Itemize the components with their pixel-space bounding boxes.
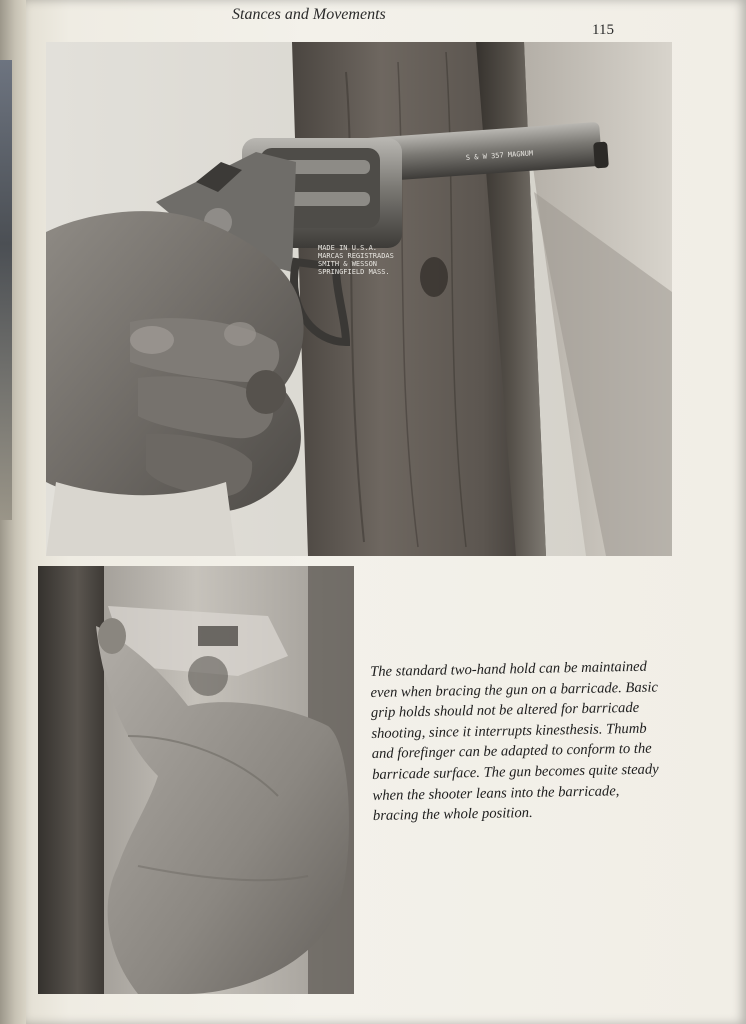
caption-line-3: grip holds should not be altered for barricade [370, 700, 640, 722]
photo-caption [370, 655, 725, 826]
caption-line-2: even when bracing the gun on a barricade. Basic [370, 679, 659, 701]
photo-revolver-on-barricade [46, 42, 672, 556]
frame-text-line-4: SPRINGFIELD MASS. [318, 268, 390, 276]
page-number: 115 [592, 22, 614, 38]
photo-grip-against-barricade [38, 566, 354, 994]
photo-bottom-illustration [38, 566, 354, 994]
caption-line-8: bracing the whole position. [372, 805, 533, 825]
barrel-engraving: S & W 357 MAGNUM [465, 149, 534, 162]
caption-line-1: The standard two-hand hold can be maintained [370, 658, 648, 680]
facing-page-photo-edge [0, 60, 12, 520]
caption-line-4: shooting, since it interrupts kinesthesis. Thumb [371, 720, 647, 742]
photo-top-illustration [46, 42, 672, 556]
running-head: Stances and Movements [232, 6, 386, 23]
frame-text-line-2: MARCAS REGISTRADAS [318, 252, 394, 260]
caption-line-5: and forefinger can be adapted to conform to the [371, 740, 652, 763]
frame-text-line-3: SMITH & WESSON [318, 260, 378, 268]
frame-text-line-1: MADE IN U.S.A. [318, 244, 378, 252]
caption-line-6: barricade surface. The gun becomes quite steady [372, 761, 659, 783]
caption-line-7: when the shooter leans into the barricade, [372, 782, 620, 804]
